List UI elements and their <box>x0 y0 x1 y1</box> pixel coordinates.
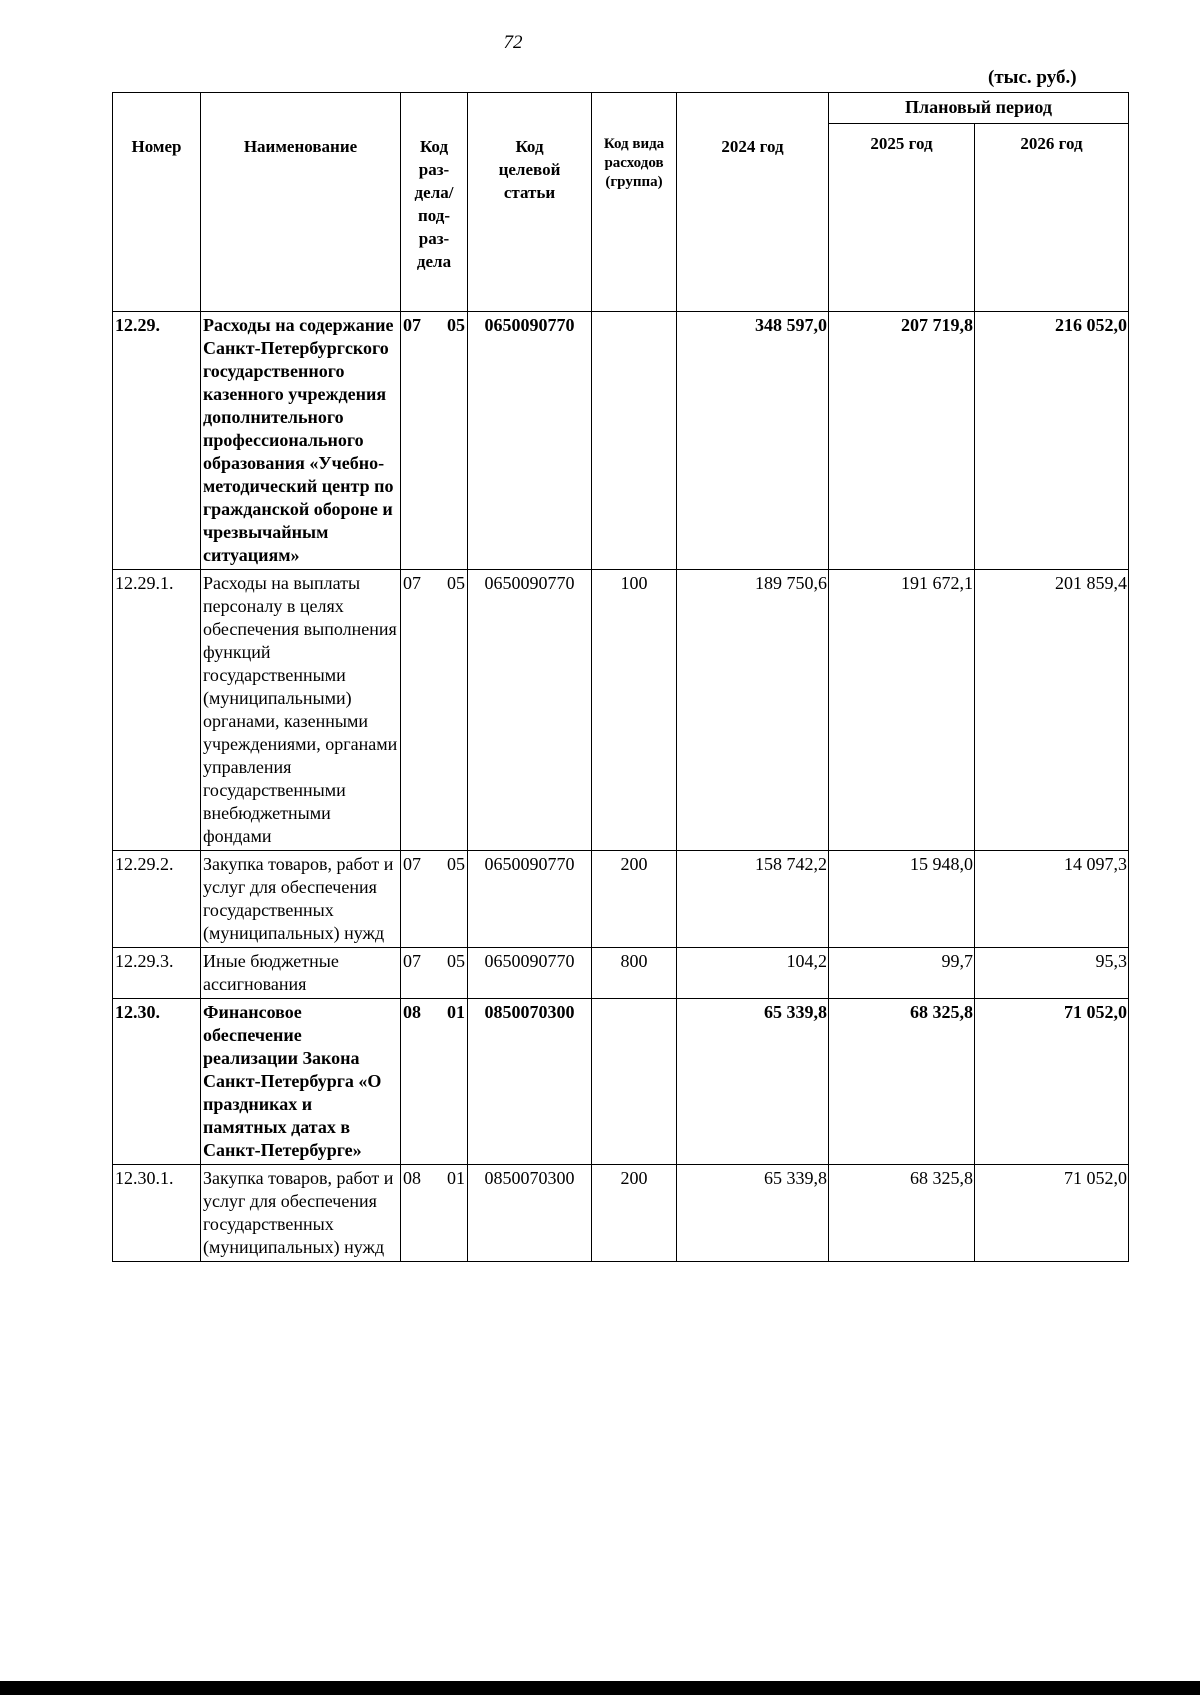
table-row <box>113 312 1129 570</box>
row-kind-code <box>592 999 677 1165</box>
row-subsection: 05 <box>447 951 465 971</box>
row-name: Расходы на содержание Санкт-Петербургского государственного казенного учреждения дополнительного профессионального образования «Учебно-методический центр по гражданской обороне и чрезвычайным ситуациям» <box>201 312 401 570</box>
row-subsection: 05 <box>447 315 465 335</box>
row-2024: 189 750,6 <box>677 570 829 851</box>
row-subsection: 05 <box>447 854 465 874</box>
row-section: 07 <box>403 854 421 874</box>
row-name: Иные бюджетные ассигнования <box>201 948 401 999</box>
header-kind: Код вида расходов (группа) <box>592 93 677 312</box>
table-row <box>113 948 1129 999</box>
row-target-code: 0850070300 <box>468 999 592 1165</box>
table-row <box>113 851 1129 948</box>
row-name: Финансовое обеспечение реализации Закона Санкт-Петербурга «О праздниках и памятных датах в Санкт-Петербурге» <box>201 999 401 1165</box>
row-section-code <box>401 999 468 1165</box>
row-section: 08 <box>403 1002 421 1022</box>
page-number: 72 <box>503 32 523 53</box>
row-2025: 99,7 <box>829 948 975 999</box>
table-body <box>113 312 1129 1262</box>
row-2026: 14 097,3 <box>975 851 1129 948</box>
row-kind-code: 100 <box>592 570 677 851</box>
row-target-code: 0650090770 <box>468 570 592 851</box>
row-2024: 158 742,2 <box>677 851 829 948</box>
row-kind-code: 200 <box>592 851 677 948</box>
header-name: Наименование <box>201 93 401 312</box>
row-2024: 65 339,8 <box>677 999 829 1165</box>
row-section-code <box>401 570 468 851</box>
row-2025: 191 672,1 <box>829 570 975 851</box>
row-kind-code: 800 <box>592 948 677 999</box>
table-row <box>113 1165 1129 1262</box>
row-section: 07 <box>403 315 421 335</box>
scan-bottom-bar <box>0 1681 1200 1695</box>
header-planned-period: Плановый период <box>829 93 1129 124</box>
row-name: Расходы на выплаты персоналу в целях обеспечения выполнения функций государственными (муниципальными) органами, казенными учреждениями, органами управления государственными внебюджетными фондами <box>201 570 401 851</box>
row-2026: 71 052,0 <box>975 999 1129 1165</box>
header-number: Номер <box>113 93 201 312</box>
row-target-code: 0650090770 <box>468 948 592 999</box>
table-row <box>113 570 1129 851</box>
units-label: (тыс. руб.) <box>988 67 1077 88</box>
table-header <box>113 93 1129 312</box>
header-section: Код раз- дела/ под- раз- дела <box>401 93 468 312</box>
row-2026: 95,3 <box>975 948 1129 999</box>
header-2026: 2026 год <box>975 124 1129 312</box>
row-section-code <box>401 312 468 570</box>
row-target-code: 0650090770 <box>468 851 592 948</box>
row-number: 12.29.2. <box>113 851 201 948</box>
row-subsection: 05 <box>447 573 465 593</box>
row-2024: 104,2 <box>677 948 829 999</box>
row-2026: 201 859,4 <box>975 570 1129 851</box>
row-section: 07 <box>403 573 421 593</box>
row-section-code <box>401 851 468 948</box>
row-number: 12.29. <box>113 312 201 570</box>
row-2025: 68 325,8 <box>829 1165 975 1262</box>
row-2025: 68 325,8 <box>829 999 975 1165</box>
row-number: 12.29.1. <box>113 570 201 851</box>
row-section-code <box>401 948 468 999</box>
header-2024: 2024 год <box>677 93 829 312</box>
row-target-code: 0850070300 <box>468 1165 592 1262</box>
row-section: 08 <box>403 1168 421 1188</box>
row-2026: 216 052,0 <box>975 312 1129 570</box>
row-2025: 207 719,8 <box>829 312 975 570</box>
header-2025: 2025 год <box>829 124 975 312</box>
row-target-code: 0650090770 <box>468 312 592 570</box>
row-kind-code: 200 <box>592 1165 677 1262</box>
row-name: Закупка товаров, работ и услуг для обеспечения государственных (муниципальных) нужд <box>201 851 401 948</box>
row-2024: 348 597,0 <box>677 312 829 570</box>
budget-table <box>112 92 1129 1262</box>
row-section: 07 <box>403 951 421 971</box>
row-number: 12.30. <box>113 999 201 1165</box>
row-kind-code <box>592 312 677 570</box>
row-number: 12.30.1. <box>113 1165 201 1262</box>
row-number: 12.29.3. <box>113 948 201 999</box>
row-name: Закупка товаров, работ и услуг для обеспечения государственных (муниципальных) нужд <box>201 1165 401 1262</box>
row-2026: 71 052,0 <box>975 1165 1129 1262</box>
table-row <box>113 999 1129 1165</box>
row-subsection: 01 <box>447 1002 465 1022</box>
row-subsection: 01 <box>447 1168 465 1188</box>
row-2024: 65 339,8 <box>677 1165 829 1262</box>
header-target: Код целевой статьи <box>468 93 592 312</box>
row-section-code <box>401 1165 468 1262</box>
row-2025: 15 948,0 <box>829 851 975 948</box>
